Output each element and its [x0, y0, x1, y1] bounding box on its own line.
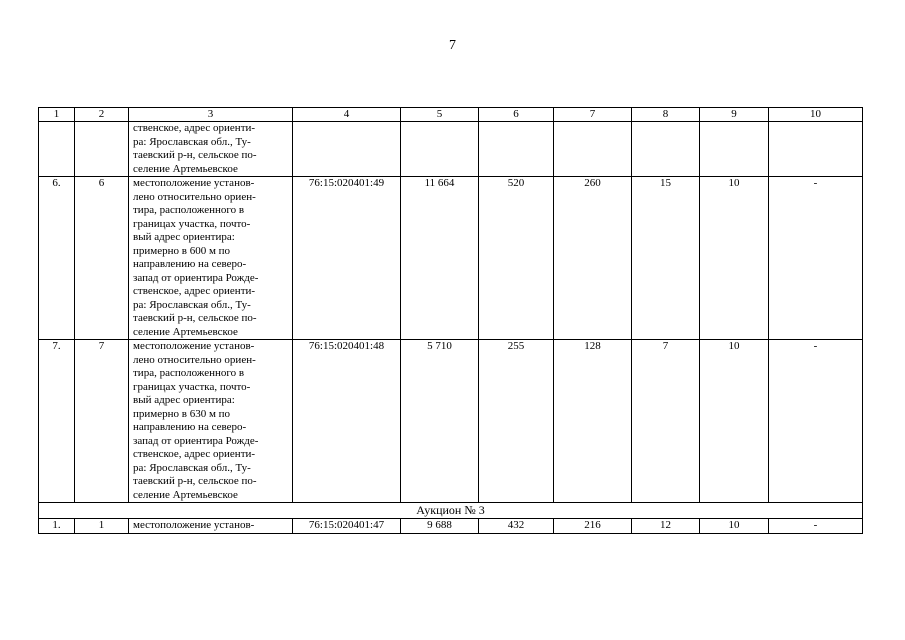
start-price-cell — [479, 122, 554, 177]
area-cell: 11 664 — [401, 177, 479, 340]
address-line: ственское, адрес ориенти- — [133, 285, 256, 297]
address-line: направлению на северо- — [133, 258, 247, 270]
area-cell: 9 688 — [401, 519, 479, 534]
address-line: лено относительно ориен- — [133, 353, 256, 366]
header-cell-8: 8 — [632, 108, 700, 122]
address-line: местоположение установ- — [133, 519, 255, 531]
lot-number-cell: 6 — [75, 177, 129, 340]
auction-step-cell: 12 — [632, 519, 700, 534]
address-line: ственское, адрес ориенти- — [133, 448, 256, 460]
lease-term-cell: 10 — [700, 519, 769, 534]
header-cell-9: 9 — [700, 108, 769, 122]
address-line: примерно в 600 м по — [133, 244, 231, 257]
note-cell: - — [769, 340, 863, 503]
row-number-cell: 1. — [39, 519, 75, 534]
table-row — [39, 340, 863, 503]
header-cell-4: 4 — [293, 108, 401, 122]
address-line: запад от ориентира Рожде- — [133, 271, 259, 284]
note-cell — [769, 122, 863, 177]
header-cell-5: 5 — [401, 108, 479, 122]
header-cell-3: 3 — [129, 108, 293, 122]
address-line: тира, расположенного в — [133, 367, 245, 379]
address-line: селение Артемьевское — [133, 325, 238, 338]
header-cell-6: 6 — [479, 108, 554, 122]
address-line: местоположение установ- — [133, 340, 255, 352]
row-number-cell: 6. — [39, 177, 75, 340]
address-line: границах участка, почто- — [133, 217, 251, 230]
address-line: запад от ориентира Рожде- — [133, 434, 259, 447]
start-price-cell: 255 — [479, 340, 554, 503]
address-line: местоположение установ- — [133, 177, 255, 189]
deposit-cell: 128 — [554, 340, 632, 503]
area-cell — [401, 122, 479, 177]
page-number: 7 — [449, 38, 456, 53]
address-line: таевский р-н, сельское по- — [133, 149, 257, 161]
address-line: селение Артемьевское — [133, 162, 238, 175]
deposit-cell — [554, 122, 632, 177]
cadastral-number-cell — [293, 122, 401, 177]
address-cell — [129, 519, 293, 534]
start-price-cell: 432 — [479, 519, 554, 534]
table-row — [39, 122, 863, 177]
auction-step-cell: 15 — [632, 177, 700, 340]
cadastral-number-cell: 76:15:020401:49 — [293, 177, 401, 340]
address-line: примерно в 630 м по — [133, 407, 231, 420]
lot-number-cell — [75, 122, 129, 177]
section-title: Аукцион № 3 — [39, 503, 863, 519]
address-line: границах участка, почто- — [133, 380, 251, 393]
auction-step-cell — [632, 122, 700, 177]
address-cell — [129, 340, 293, 503]
address-line: таевский р-н, сельское по- — [133, 312, 257, 324]
table-body — [39, 108, 863, 534]
lease-term-cell: 10 — [700, 340, 769, 503]
header-cell-10: 10 — [769, 108, 863, 122]
start-price-cell: 520 — [479, 177, 554, 340]
address-line: ра: Ярославская обл., Ту- — [133, 135, 251, 148]
header-cell-2: 2 — [75, 108, 129, 122]
table-row — [39, 519, 863, 534]
address-line: направлению на северо- — [133, 421, 247, 433]
area-cell: 5 710 — [401, 340, 479, 503]
address-line: ра: Ярославская обл., Ту- — [133, 298, 251, 311]
header-cell-1: 1 — [39, 108, 75, 122]
table-header-row — [39, 108, 863, 122]
auction-step-cell: 7 — [632, 340, 700, 503]
section-row — [39, 503, 863, 519]
lot-number-cell: 7 — [75, 340, 129, 503]
cadastral-number-cell: 76:15:020401:47 — [293, 519, 401, 534]
lease-term-cell: 10 — [700, 177, 769, 340]
deposit-cell: 260 — [554, 177, 632, 340]
address-cell — [129, 177, 293, 340]
address-line: селение Артемьевское — [133, 488, 238, 501]
address-line: вый адрес ориентира: — [133, 231, 235, 243]
address-line: таевский р-н, сельское по- — [133, 475, 257, 487]
note-cell: - — [769, 177, 863, 340]
table-row — [39, 177, 863, 340]
cadastral-number-cell: 76:15:020401:48 — [293, 340, 401, 503]
row-number-cell — [39, 122, 75, 177]
address-line: лено относительно ориен- — [133, 190, 256, 203]
address-line: ра: Ярославская обл., Ту- — [133, 461, 251, 474]
lots-table — [38, 107, 863, 534]
address-line: ственское, адрес ориенти- — [133, 122, 256, 134]
address-cell — [129, 122, 293, 177]
deposit-cell: 216 — [554, 519, 632, 534]
note-cell: - — [769, 519, 863, 534]
lease-term-cell — [700, 122, 769, 177]
row-number-cell: 7. — [39, 340, 75, 503]
lot-number-cell: 1 — [75, 519, 129, 534]
address-line: вый адрес ориентира: — [133, 394, 235, 406]
address-line: тира, расположенного в — [133, 204, 245, 216]
header-cell-7: 7 — [554, 108, 632, 122]
